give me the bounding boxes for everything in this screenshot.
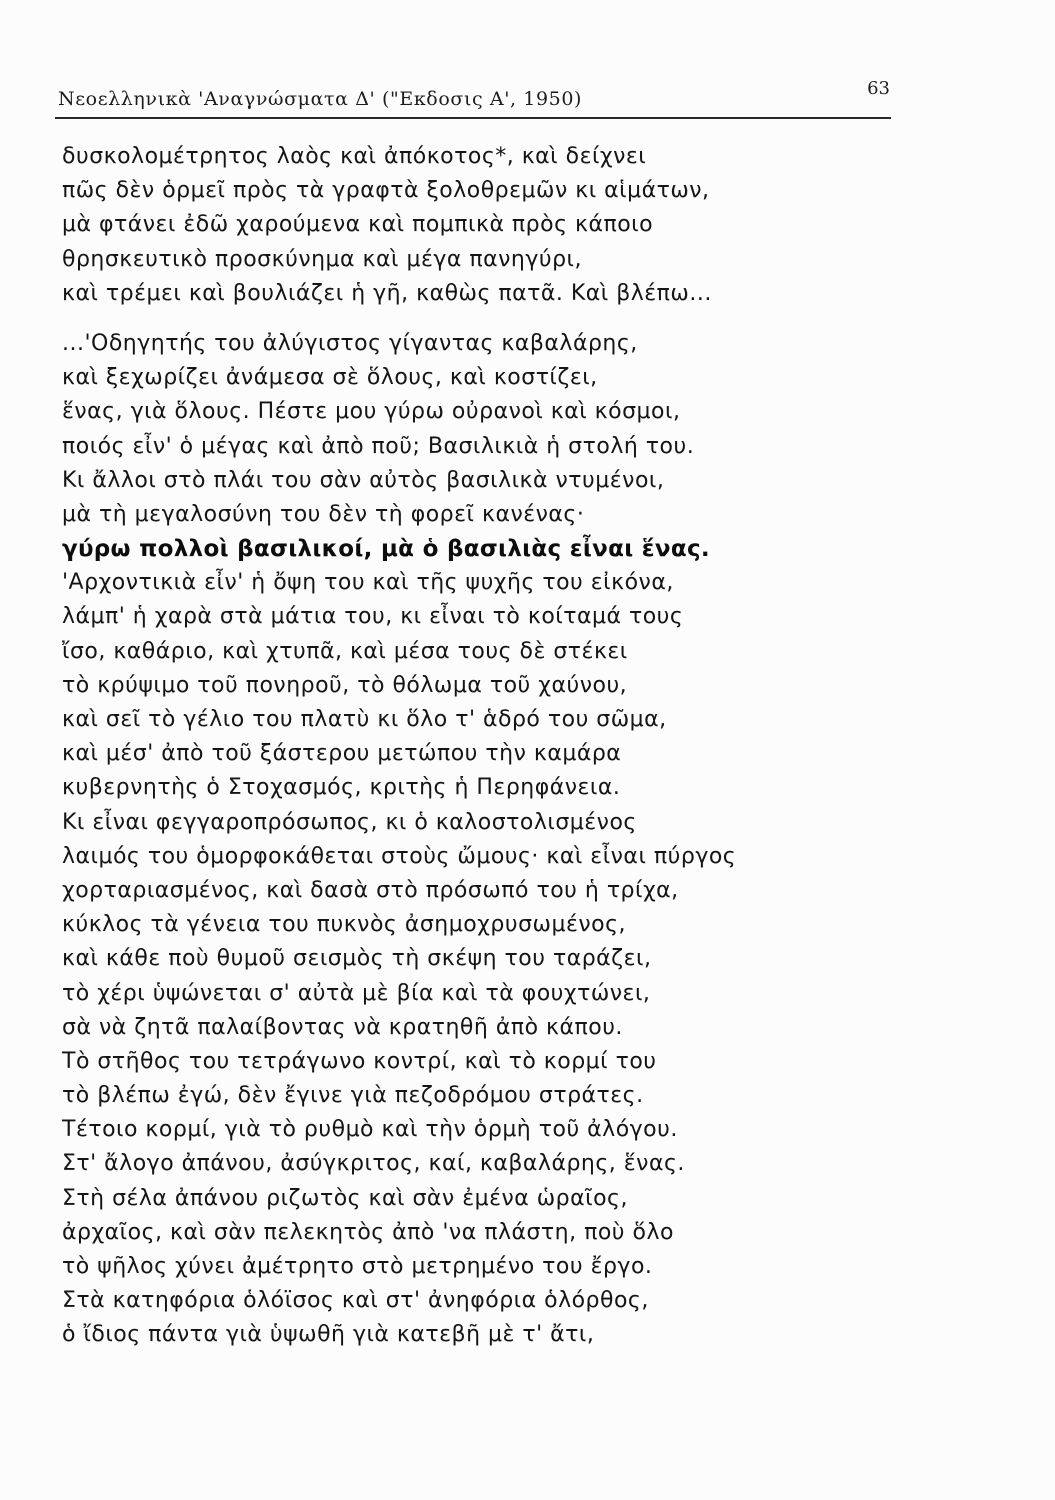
stanza-gap: [62, 311, 862, 327]
poem-line: ποιός εἶν' ὁ μέγας καὶ ἀπὸ ποῦ; Βασιλικιὰ ἡ στολή του.: [62, 433, 695, 459]
poem-line: μὰ φτάνει ἐδῶ χαρούμενα καὶ πομπικὰ πρὸς κάποιο: [62, 212, 654, 238]
poem-line: ἴσο, καθάριο, καὶ χτυπᾶ, καὶ μέσα τους δὲ στέκει: [62, 638, 628, 664]
emphasized-poem-line: γύρω πολλοὶ βασιλικοί, μὰ ὁ βασιλιὰς εἶναι ἕνας.: [62, 536, 710, 563]
poem-line: κυβερνητὴς ὁ Στοχασμός, κριτὴς ἡ Περηφάνεια.: [62, 775, 621, 801]
poem-line: τὸ χέρι ὑψώνεται σ' αὐτὰ μὲ βία καὶ τὰ φουχτώνει,: [62, 980, 651, 1006]
poem-line: 'Αρχοντικιὰ εἶν' ἡ ὄψη του καὶ τῆς ψυχῆς του εἰκόνα,: [62, 570, 674, 596]
poem-line: ἕνας, γιὰ ὅλους. Πέστε μου γύρω οὐρανοὶ καὶ κόσμοι,: [62, 399, 681, 425]
running-header: [58, 78, 890, 118]
poem-line: Κι ἄλλοι στὸ πλάι του σὰν αὐτὸς βασιλικὰ ντυμένοι,: [62, 467, 665, 493]
header-rule: [55, 117, 891, 119]
poem-line: καὶ σεῖ τὸ γέλιο του πλατὺ κι ὅλο τ' ἁδρό του σῶμα,: [62, 707, 667, 732]
poem-line: κύκλος τὰ γένεια του πυκνὸς ἀσημοχρυσωμένος,: [62, 912, 626, 938]
page-number: 63: [867, 78, 890, 99]
poem-line: Στ' ἄλογο ἀπάνου, ἀσύγκριτος, καί, καβαλάρης, ἕνας.: [62, 1151, 685, 1177]
poem-line: πῶς δὲν ὁρμεῖ πρὸς τὰ γραφτὰ ξολοθρεμῶν κι αἱμάτων,: [62, 178, 710, 204]
stanza-2: [62, 327, 862, 1353]
poem-line: Στὰ κατηφόρια ὁλόϊσος καὶ στ' ἀνηφόρια ὁλόρθος,: [62, 1288, 649, 1314]
poem-line: σὰ νὰ ζητᾶ παλαίβοντας νὰ κρατηθῆ ἀπὸ κάπου.: [62, 1014, 623, 1040]
stanza-1: [62, 140, 862, 311]
poem-line: καὶ ξεχωρίζει ἀνάμεσα σὲ ὅλους, καὶ κοστίζει,: [62, 365, 598, 391]
poem-line: μὰ τὴ μεγαλοσύνη του δὲν τὴ φορεῖ κανένας·: [62, 501, 585, 527]
poem-line: ὁ ἴδιος πάντα γιὰ ὑψωθῆ γιὰ κατεβῆ μὲ τ' ἄτι,: [62, 1322, 595, 1348]
poem-line: Στὴ σέλα ἀπάνου ριζωτὸς καὶ σὰν ἐμένα ὡραῖος,: [62, 1185, 628, 1211]
poem-line: καὶ μέσ' ἀπὸ τοῦ ξάστερου μετώπου τὴν καμάρα: [62, 741, 622, 767]
poem-line: λαιμός του ὁμορφοκάθεται στοὺς ὤμους· καὶ εἶναι πύργος: [62, 843, 737, 869]
poem-line: ἀρχαῖος, καὶ σὰν πελεκητὸς ἀπὸ 'να πλάστη, ποὺ ὅλο: [62, 1219, 674, 1245]
poem-line: καὶ τρέμει καὶ βουλιάζει ἡ γῆ, καθὼς πατᾶ. Καὶ βλέπω...: [62, 280, 712, 306]
poem-line: λάμπ' ἡ χαρὰ στὰ μάτια του, κι εἶναι τὸ κοίταμά τους: [62, 604, 684, 630]
poem-line: τὸ κρύψιμο τοῦ πονηροῦ, τὸ θόλωμα τοῦ χαύνου,: [62, 672, 628, 698]
header-title: Νεοελληνικὰ 'Αναγνώσματα Δ' ("Εκδοσις Α', 1950): [58, 88, 583, 110]
poem-line: Κι εἶναι φεγγαροπρόσωπος, κι ὁ καλοστολισμένος: [62, 809, 637, 835]
poem-line: Τὸ στῆθος του τετράγωνο κοντρί, καὶ τὸ κορμί του: [62, 1048, 657, 1074]
poem-line: τὸ ψῆλος χύνει ἀμέτρητο στὸ μετρημένο του ἔργο.: [62, 1254, 653, 1279]
poem-line: ...'Οδηγητής του ἀλύγιστος γίγαντας καβαλάρης,: [62, 330, 638, 356]
poem-line: χορταριασμένος, καὶ δασὰ στὸ πρόσωπό του ἡ τρίχα,: [62, 877, 679, 903]
poem-line: τὸ βλέπω ἐγώ, δὲν ἔγινε γιὰ πεζοδρόμου στράτες.: [62, 1083, 644, 1109]
poem-body: [62, 140, 862, 1353]
poem-line: Τέτοιο κορμί, γιὰ τὸ ρυθμὸ καὶ τὴν ὁρμὴ τοῦ ἀλόγου.: [62, 1117, 678, 1143]
poem-line: δυσκολομέτρητος λαὸς καὶ ἀπόκοτος*, καὶ δείχνει: [62, 144, 647, 169]
poem-line: καὶ κάθε ποὺ θυμοῦ σεισμὸς τὴ σκέψη του ταράζει,: [62, 946, 652, 972]
poem-line: θρησκευτικὸ προσκύνημα καὶ μέγα πανηγύρι,: [62, 246, 582, 272]
